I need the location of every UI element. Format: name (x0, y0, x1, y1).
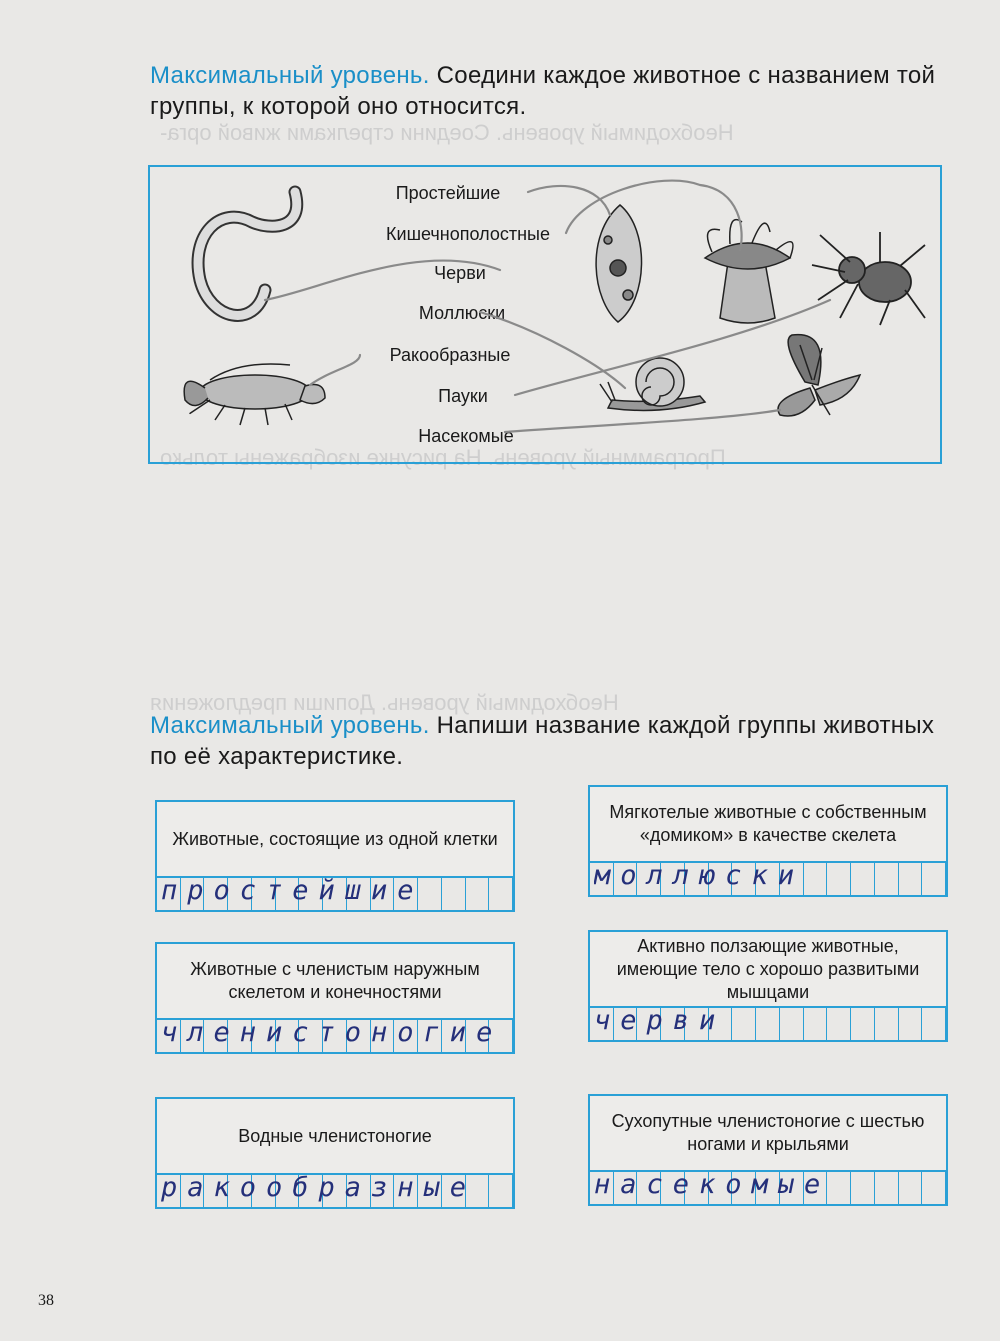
handwritten-answer: моллюски (594, 860, 805, 891)
answer-cells[interactable] (155, 875, 515, 912)
bleed-through-text: Необходимый уровень. Соедини стрелками живой орга- (160, 120, 734, 145)
bleed-through-text: Программный уровень. На рисунке изображены только (160, 445, 726, 470)
handwritten-answer: ракообразные (161, 1172, 477, 1203)
snail-image[interactable] (600, 358, 705, 410)
answer-card-molluscs (588, 785, 948, 897)
bleed-through-text: Необходимый уровень. Допиши предложения (150, 690, 619, 715)
answer-cells[interactable] (588, 1005, 948, 1042)
task2-heading (150, 710, 950, 772)
group-label-molluscs[interactable]: Моллюски (418, 303, 506, 323)
answer-cells[interactable] (588, 860, 948, 897)
card-description: Водные членистоногие (155, 1097, 515, 1175)
group-label-crustaceans[interactable]: Ракообразные (389, 345, 511, 365)
spider-image[interactable] (812, 232, 925, 325)
sea-anemone-image[interactable] (705, 220, 793, 323)
answer-cells[interactable] (588, 1169, 948, 1206)
amoeba-image[interactable] (596, 205, 641, 322)
answer-cells[interactable] (155, 1017, 515, 1054)
butterfly-image[interactable] (778, 335, 860, 416)
crayfish-image[interactable] (184, 364, 325, 425)
handwritten-answer: черви (594, 1005, 726, 1036)
task2-instruction: Напиши название каждой группы животных по её характеристике. (150, 712, 935, 770)
group-label-spiders[interactable]: Пауки (438, 386, 488, 406)
task2-level: Максимальный уровень. (150, 712, 430, 739)
card-description: Животные, состоящие из одной клетки (155, 800, 515, 878)
group-label-insects[interactable]: Насекомые (418, 426, 514, 446)
answer-card-insects (588, 1094, 948, 1206)
handwritten-answer: простейшие (161, 875, 424, 906)
answer-card-worms (588, 930, 948, 1042)
group-label-protozoa[interactable]: Простейшие (395, 183, 501, 203)
task1-instruction: Соедини каждое животное с названием той группы, к которой оно относится. (150, 62, 936, 120)
answer-cells[interactable] (155, 1172, 515, 1209)
answer-card-protozoa (155, 800, 515, 912)
task1-level: Максимальный уровень. (150, 62, 430, 89)
card-description: Активно ползающие животные, имеющие тело с хорошо развитыми мышцами (588, 930, 948, 1008)
card-description: Животные с членистым наружным скелетом и конечностями (155, 942, 515, 1020)
answer-card-crustaceans (155, 1097, 515, 1209)
group-label-worms[interactable]: Черви (434, 263, 486, 283)
card-description: Мягкотелые животные с собственным «домиком» в качестве скелета (588, 785, 948, 863)
page-number: 38 (38, 1292, 54, 1309)
handwritten-answer: членистоногие (161, 1017, 503, 1048)
group-label-coelenterates[interactable]: Кишечнополостные (386, 224, 550, 244)
card-description: Сухопутные членистоногие с шестью ногами и крыльями (588, 1094, 948, 1172)
handwritten-answer: насекомые (594, 1169, 831, 1200)
answer-card-arthropods (155, 942, 515, 1054)
